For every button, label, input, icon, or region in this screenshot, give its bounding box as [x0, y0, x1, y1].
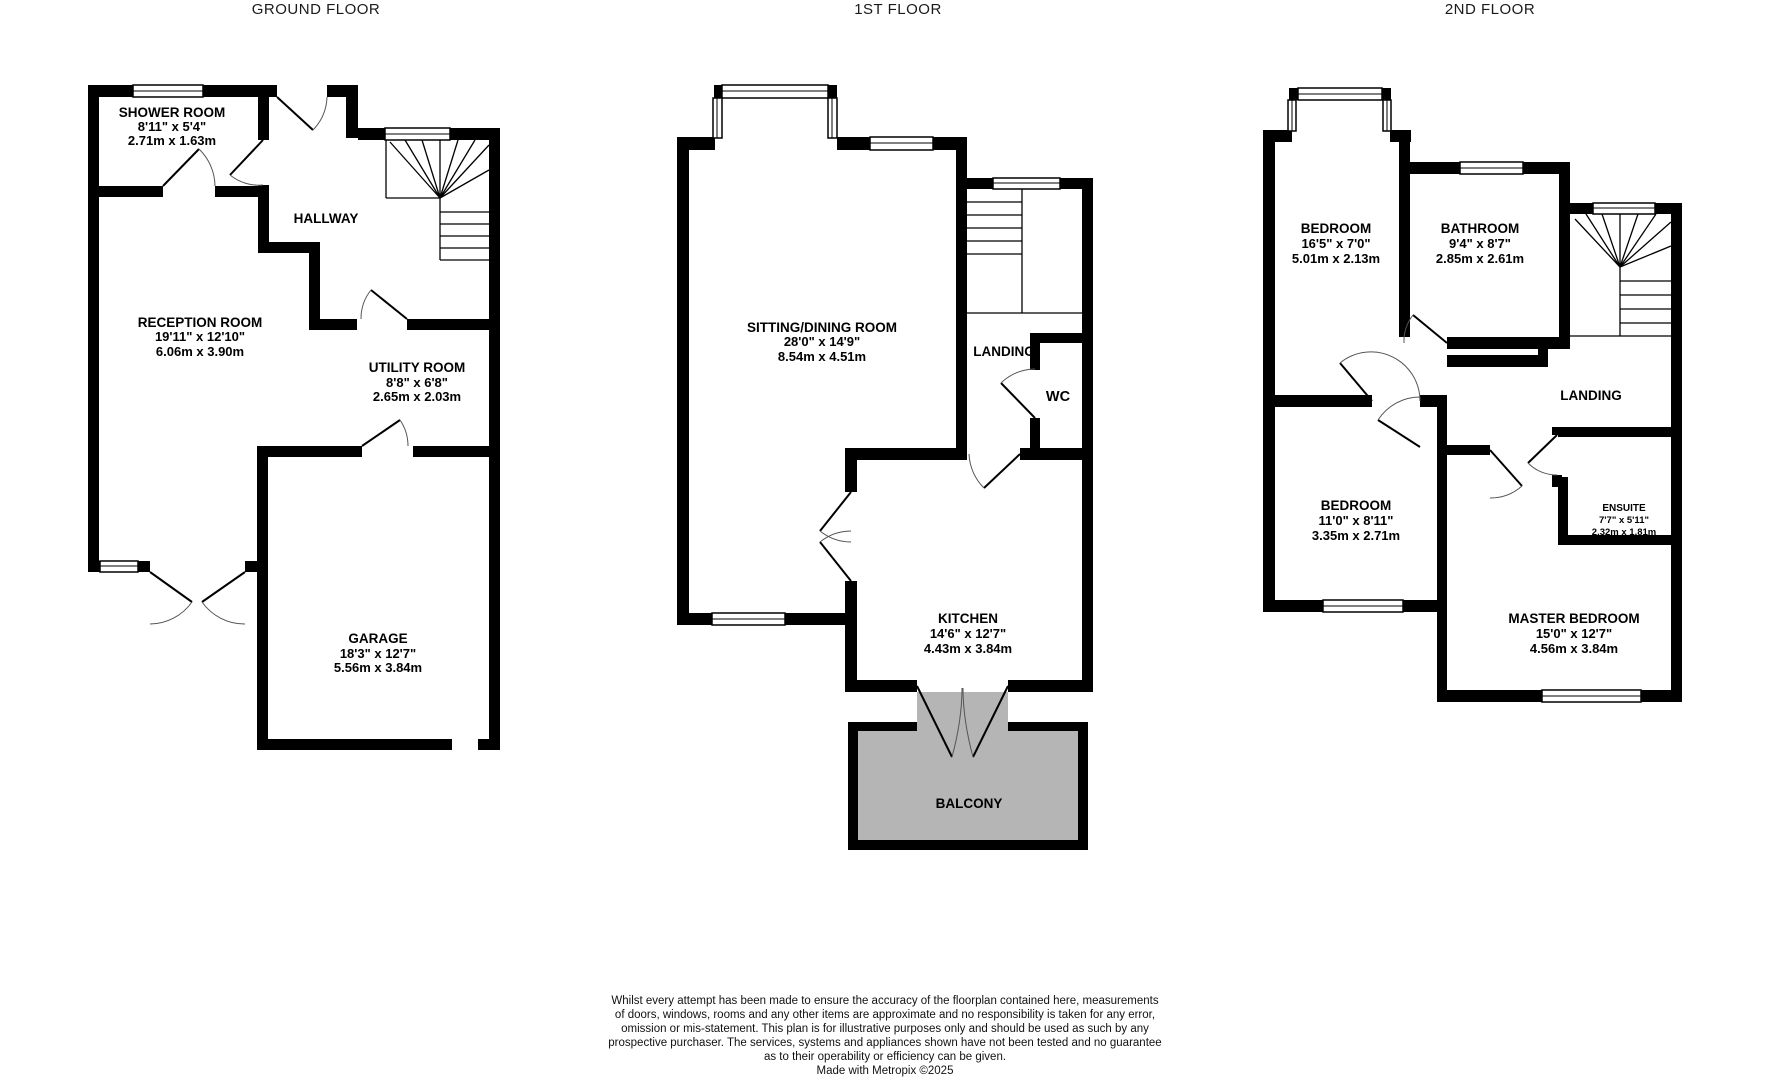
- metropix-credit: Made with Metropix ©2025: [816, 1065, 954, 1077]
- garage-metric: 5.56m x 3.84m: [333, 660, 423, 675]
- bedroom-middle-imperial: 11'0" x 8'11": [1318, 513, 1394, 528]
- balcony-fill: [858, 731, 1078, 840]
- landing-first-name: LANDING: [973, 344, 1035, 359]
- room-label-sitting: [747, 320, 897, 364]
- room-label-shower: [119, 105, 226, 148]
- bedroom-middle-name: BEDROOM: [1320, 498, 1392, 513]
- room-label-wc: [1046, 389, 1071, 405]
- ensuite-name: ENSUITE: [1602, 503, 1646, 514]
- room-label-reception: [138, 315, 263, 359]
- kitchen-metric: 4.43m x 3.84m: [923, 641, 1013, 656]
- bedroom-front-name: BEDROOM: [1300, 221, 1372, 236]
- reception-name: RECEPTION ROOM: [137, 315, 263, 330]
- floor-title-second: 2ND FLOOR: [1444, 1, 1536, 18]
- footer-disclaimer: [608, 995, 1161, 1077]
- ensuite-imperial: 7'7" x 5'11": [1599, 515, 1649, 526]
- sitting-metric: 8.54m x 4.51m: [777, 349, 867, 364]
- garage-imperial: 18'3" x 12'7": [339, 646, 417, 661]
- bedroom-front-metric: 5.01m x 2.13m: [1291, 251, 1381, 266]
- room-label-balcony: [936, 796, 1003, 811]
- room-label-garage: [334, 631, 422, 675]
- shower-imperial: 8'11" x 5'4": [137, 119, 207, 134]
- disclaimer-line-1: Whilst every attempt has been made to ensure the accuracy of the floorplan contained here, measurements: [611, 995, 1159, 1007]
- room-label-landing-first: [973, 344, 1035, 359]
- second-stairs: [1570, 214, 1671, 336]
- balcony-name: BALCONY: [935, 796, 1003, 811]
- utility-imperial: 8'8" x 6'8": [386, 375, 448, 390]
- floor-second: [1263, 1, 1682, 702]
- floor-first: [677, 1, 1093, 850]
- room-label-master: [1508, 611, 1639, 656]
- bathroom-imperial: 9'4" x 8'7": [1449, 236, 1511, 251]
- disclaimer-line-5: as to their operability or efficiency can be given.: [763, 1051, 1007, 1063]
- wc-name: WC: [1045, 389, 1071, 405]
- landing-second-name: LANDING: [1560, 388, 1622, 403]
- reception-imperial: 19'11" x 12'10": [154, 329, 246, 344]
- sitting-name: SITTING/DINING ROOM: [747, 320, 897, 335]
- ground-stairs: [386, 140, 489, 260]
- shower-metric: 2.71m x 1.63m: [127, 133, 217, 148]
- bedroom-middle-metric: 3.35m x 2.71m: [1311, 528, 1401, 543]
- room-label-kitchen: [924, 611, 1012, 656]
- garage-name: GARAGE: [348, 631, 408, 646]
- master-imperial: 15'0" x 12'7": [1535, 626, 1613, 641]
- bedroom-front-imperial: 16'5" x 7'0": [1301, 236, 1371, 251]
- room-label-bedroom-front: [1292, 221, 1380, 266]
- room-label-hallway: [294, 211, 359, 226]
- ensuite-metric: 2.32m x 1.81m: [1591, 527, 1657, 538]
- balcony-area: [858, 692, 1078, 840]
- room-label-bathroom: [1436, 221, 1524, 266]
- room-label-landing-second: [1560, 388, 1622, 403]
- room-label-ensuite: [1592, 503, 1656, 538]
- master-metric: 4.56m x 3.84m: [1529, 641, 1619, 656]
- sitting-imperial: 28'0" x 14'9": [783, 334, 861, 349]
- shower-name: SHOWER ROOM: [118, 105, 226, 120]
- floor-title-ground: GROUND FLOOR: [251, 1, 381, 18]
- floor-ground: [88, 1, 500, 750]
- first-stairs: [967, 189, 1082, 313]
- bathroom-metric: 2.85m x 2.61m: [1435, 251, 1525, 266]
- disclaimer-line-4: prospective purchaser. The services, systems and appliances shown have not been tested and no guarantee: [608, 1037, 1162, 1049]
- floor-title-first: 1ST FLOOR: [854, 1, 942, 18]
- reception-metric: 6.06m x 3.90m: [155, 344, 245, 359]
- kitchen-imperial: 14'6" x 12'7": [929, 626, 1007, 641]
- hallway-name: HALLWAY: [293, 211, 359, 226]
- room-label-bedroom-middle: [1312, 498, 1400, 543]
- utility-name: UTILITY ROOM: [368, 360, 466, 375]
- disclaimer-line-3: omission or mis-statement. This plan is for illustrative purposes only and should be used as such by any: [621, 1023, 1149, 1035]
- utility-metric: 2.65m x 2.03m: [372, 389, 462, 404]
- master-name: MASTER BEDROOM: [1508, 611, 1640, 626]
- ground-walls: [88, 85, 500, 750]
- bathroom-name: BATHROOM: [1440, 221, 1520, 236]
- kitchen-name: KITCHEN: [938, 611, 998, 626]
- disclaimer-line-2: of doors, windows, rooms and any other items are approximate and no responsibility is taken for any error,: [614, 1009, 1156, 1021]
- room-label-utility: [369, 360, 466, 404]
